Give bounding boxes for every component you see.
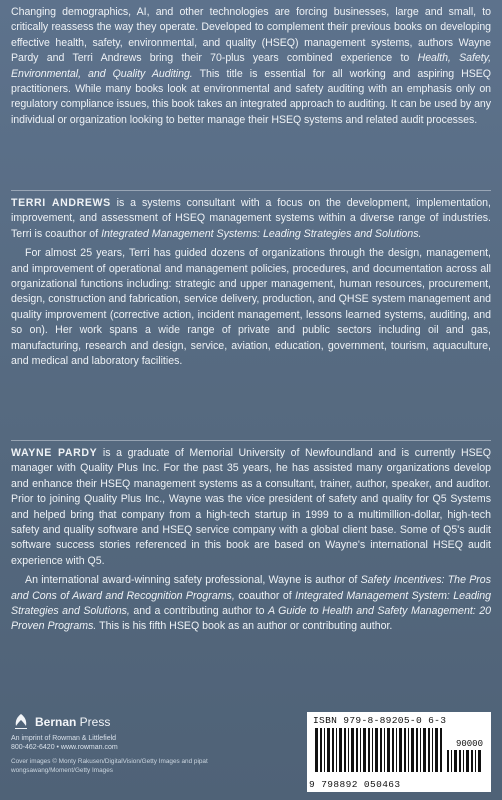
- isbn-barcode: [307, 712, 491, 792]
- intro-paragraph: Changing demographics, AI, and other technologies are forcing businesses, large and small, to critically reassess the way they operate. Developed to complement their previous books on developing effective health, safety, environmental, and quality (HSEQ) management systems, authors Wayne Pardy and Terri Andrews bring their 70-plus years combined experience to Health, Safety, Environmental, and Quality Auditing. This title is essential for all working and aspiring HSEQ practitioners. While many books look at environmental and safety auditing with an emphasis only on regulatory compliance issues, this book takes an integrated approach to auditing. It can be used by any individual or organization looking to better manage their HSEQ systems and related audit processes.: [11, 6, 492, 126]
- barcode-bars: [315, 728, 445, 772]
- bernan-logo-icon: [11, 712, 31, 732]
- isbn-number: ISBN 979-8-89205-0 6-3: [313, 715, 447, 726]
- author-name-wayne: WAYNE PARDY: [11, 447, 98, 459]
- price-code: 90000: [455, 739, 483, 749]
- divider-2: [11, 440, 491, 441]
- imprint-line: An imprint of Rowman & Littlefield: [11, 735, 117, 742]
- author-name-terri: TERRI ANDREWS: [11, 197, 111, 209]
- divider-1: [11, 190, 491, 191]
- publisher-logo: Bernan Press: [11, 712, 211, 732]
- publisher-block: [11, 712, 211, 775]
- addon-barcode-bars: [447, 750, 483, 772]
- barcode-digits: 9 798892 050463: [309, 779, 401, 790]
- wayne-bio: WAYNE PARDY is a graduate of Memorial University of Newfoundland and is currently HSEQ manager with Quality Plus Inc. For the past 35 years, he has assisted many organizations develop and enhance their HSEQ management systems as a consultant, trainer, author, speaker, and auditor. Prior to joining Quality Plus Inc., Wayne was the vice president of safety and quality for Q5 Systems and helped bring that company from a high-tech startup in 1999 to a multimillion-dollar, high-tech safety and quality software and HSEQ service company with a global client base. Some of Q5's audit software success stories referenced in this book are based on Wayne's international HSEQ audit experience with Q5. An international award-winning safety professional, Wayne is author of Safety Incentives: The Pros and Cons of Award and Recognition Programs, coauthor of Integrated Management System: Leading Strategies and Solutions, and a contributing author to A Guide to Health and Safety Management: 20 Proven Programs. This is his fifth HSEQ book as an author or contributing author.: [11, 447, 491, 633]
- contact-line: 800-462-6420 • www.rowman.com: [11, 744, 118, 751]
- book-title: Health, Safety, Environmental, and Quality Auditing.: [11, 52, 492, 80]
- cover-credits: Cover images © Monty Rakusen/DigitalVision/Getty Images and pipat wongsawang/Moment/Getty Images: [11, 758, 208, 774]
- terri-bio: TERRI ANDREWS is a systems consultant with a focus on the development, implementation, improvement, and assessment of HSEQ management systems within a diverse range of industries. Terri is coauthor of Integrated Management Systems: Leading Strategies and Solutions. For almost 25 years, Terri has guided dozens of organizations through the design, management, and improvement of operational and management policies, procedures, and documentation across all organizational functions including: strategic and upper management, human resources, procurement, design, construction and fabrication, service delivery, production, and QHSE system management and quality improvement (corrective action, incident management, lessons learned systems, auditing, and so on). Her work spans a wide range of private and public sectors including oil and gas, manufacturing, research and design, service, aviation, education, government, tourism, aquaculture, and medical and laboratory facilities.: [11, 197, 491, 368]
